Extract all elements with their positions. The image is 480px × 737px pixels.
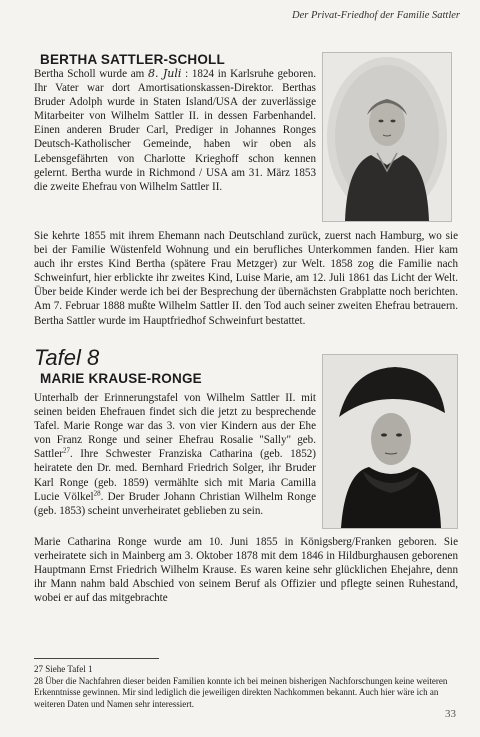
portrait-marie-photo <box>322 354 458 529</box>
running-header: Der Privat-Friedhof der Familie Sattler <box>292 10 460 21</box>
marie-paragraph-1-start: Unterhalb der Erinnerungstafel von Wilhelm Sattler II. mit seinen beiden Ehefrauen findet sich die jetzt zu besprechende Tafel. Marie Ronge war das 3. von vier Kindern aus der Ehe von Franz Ronge und seiner Ehefrau Rosalie "Sally" geb. Sattler <box>34 392 316 461</box>
marie-paragraph-1 <box>34 391 316 518</box>
bertha-paragraph-1 <box>34 67 316 194</box>
bertha-paragraph-2: Sie kehrte 1855 mit ihrem Ehemann nach Deutschland zurück, zuerst nach Hamburg, wo sie bei der Familie Wüstenfeld Wohnung und ein berufliches Unterkommen fanden. Hier kam auch ihr erstes Kind Bertha (spätere Frau Metzger) zur Welt. 1858 zog die Familie nach Schweinfurt, hier erblickte ihr zweites Kind, Luise Marie, am 12. Juli 1861 das Licht der Welt. Über beide Kinder werde ich bei der Besprechung der übernächsten Grabplatte noch berichten. Am 7. Februar 1888 mußte Wilhelm Sattler II. den Tod auch seiner zweiten Ehefrau betrauern. Bertha Sattler wurde im Hauptfriedhof Schweinfurt bestattet. <box>34 230 458 327</box>
footnote-28: 28 Über die Nachfahren dieser beiden Familien konnte ich bei meinen bisherigen Nachforschungen keine weiteren Erkenntnisse gewinnen. Mir sind lediglich die jeweiligen direkten Nachkommen bekannt. Auch hier wäre ich an weiteren Daten und Namen sehr interessiert. <box>34 675 448 709</box>
footnote-divider <box>34 658 159 659</box>
footnote-ref-28: 28 <box>93 488 101 497</box>
page-number: 33 <box>445 708 456 720</box>
bertha-paragraph-1-rest: : 1824 in Karlsruhe geboren. Ihr Vater war dort Amortisationskassen-Direktor. Berthas Bruder Adolph wurde in Staten Island/USA der zuverlässige Mitarbeiter von Wilhelm Sattler II. in dessen Farbenhandel. Einen anderen Bruder Carl, Prediger in Johannes Ronges Deutsch-Katholischer Gemeinde, haben wir oben als Lebensgefährten von Charlotte Krieghoff schon kennen gelernt. Bertha wurde in Richmond / USA am 31. März 1853 die zweite Ehefrau von Wilhelm Sattler II. <box>34 68 317 193</box>
handwritten-date: 8. Juli <box>147 67 182 80</box>
portrait-bertha-photo <box>322 52 452 222</box>
footnote-27: 27 Siehe Tafel 1 <box>34 664 93 674</box>
bertha-paragraph-1-start: Bertha Scholl wurde am <box>34 68 148 80</box>
footnote-ref-27: 27 <box>62 446 70 455</box>
footnotes <box>34 664 458 710</box>
section-title-bertha: BERTHA SATTLER-SCHOLL <box>40 52 225 67</box>
section-title-marie: MARIE KRAUSE-RONGE <box>40 371 202 386</box>
marie-paragraph-1-end: . Der Bruder Johann Christian Wilhelm Ronge (geb. 1853) scheint unverheiratet geblieben zu sein. <box>34 490 316 517</box>
marie-paragraph-2: Marie Catharina Ronge wurde am 10. Juni 1855 in Königsberg/Franken geboren. Sie verheiratete sich in Mainberg am 3. Oktober 1878 mit dem 1846 in Hildburghausen geborenen Hauptmann Ernst Friedrich Wilhelm Krause. Es waren keine sehr glücklichen Ehejahre, denn ihr Mann nahm bald Abschied von seinem Beruf als Offizier und pflegte seinen Ruhestand, wobei er auf das mitgebrachte <box>34 536 458 605</box>
tafel-8-heading: Tafel 8 <box>34 345 100 370</box>
marie-paragraph-1-middle: . Ihre Schwester Franziska Catharina (geb. 1852) heiratete den Dr. med. Bernhard Friedrich Solger, ihr Bruder Karl Ronge (geb. 1859) vermählte sich mit Maria Camilla Lucie Völkel <box>34 448 316 503</box>
